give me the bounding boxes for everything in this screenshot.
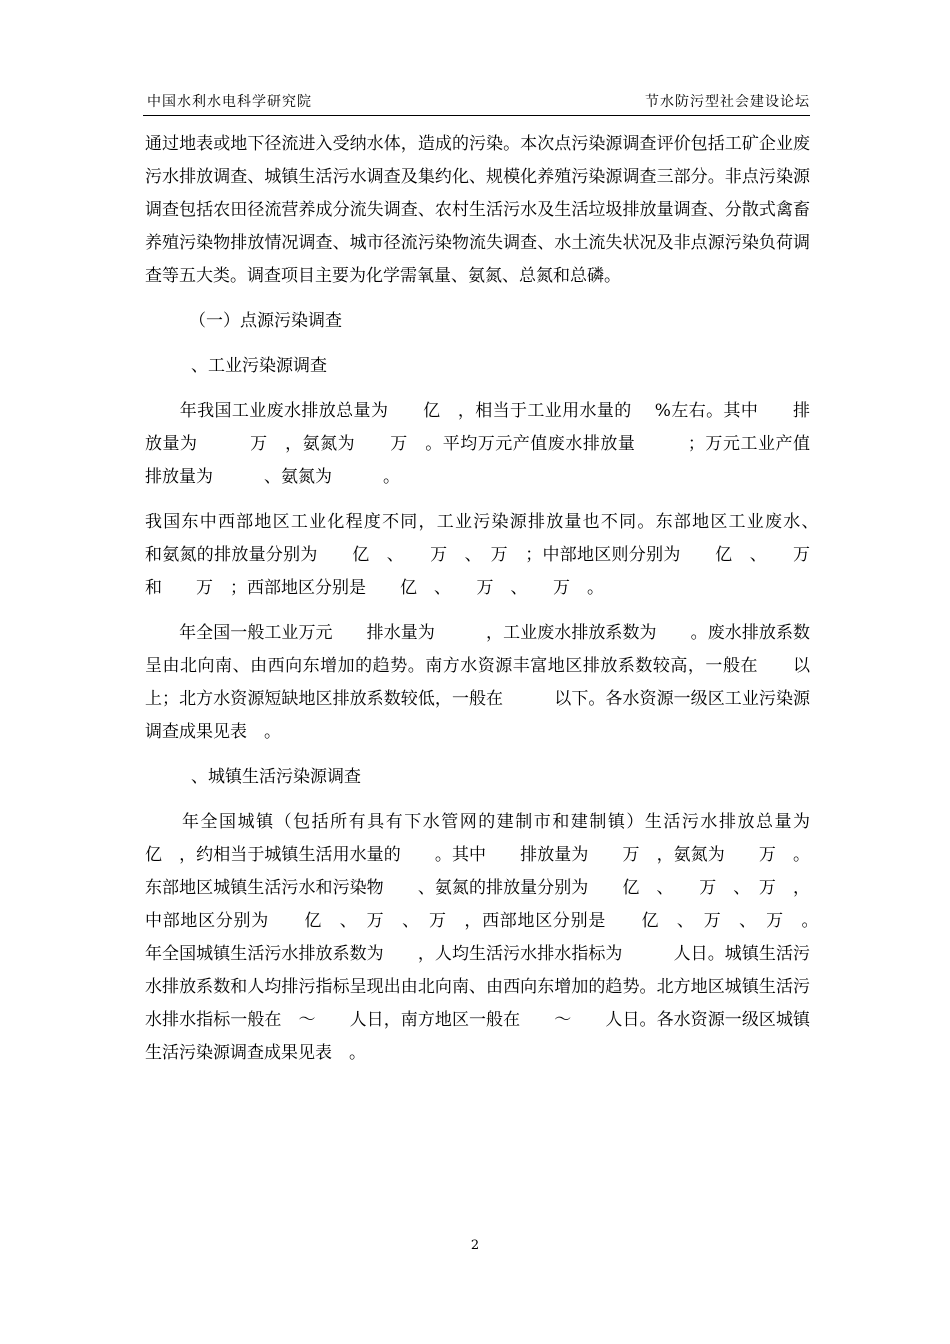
- industrial-paragraph-2: 我国东中西部地区工业化程度不同，工业污染源排放量也不同。东部地区工业废水、 和氨氮的排放量分别为 亿 、 万 、 万 ；中部地区则分别为 亿 、 万 和 万 ；西部地区分别是 亿 、 万 、 万 。: [145, 512, 844, 598]
- header-forum-title: 节水防污型社会建设论坛: [645, 94, 810, 110]
- urban-paragraph-1: 年全国城镇（包括所有具有下水管网的建制市和建制镇）生活污水排放总量为 亿 ，约相当于城镇生活用水量的 。其中 排放量为 万 ，氨氮为 万 。东部地区城镇生活污水和污染物 、氨氮的排放量分别为 亿 、 万 、 万 ，中部地区分别为 亿 、 万 、 万 ，西部地区分别是 亿 、 万 、 万 。 年全国城镇生活污水排放系数为 ，人均生活污水排水指标为 人日。城镇生活污水排放系数和人均排污指标呈现出由北向南、由西向东增加的趋势。北方地区城镇生活污水排水指标一般在 ～ 人日，南方地区一般在 ～ 人日。各水资源一级区城镇生活污染源调查成果见表 。: [145, 812, 844, 1063]
- industrial-paragraph-3: 年全国一般工业万元 排水量为 ，工业废水排放系数为 。废水排放系数呈由北向南、由西向东增加的趋势。南方水资源丰富地区排放系数较高，一般在 以上；北方水资源短缺地区排放系数较低，一般在 以下。各水资源一级区工业污染源调查成果见表 。: [145, 623, 810, 742]
- industrial-paragraph-1: 年我国工业废水排放总量为 亿 ，相当于工业用水量的 %左右。其中 排放量为 万 ，氨氮为 万 。平均万元产值废水排放量 ；万元工业产值 排放量为 、氨氮为 。: [145, 401, 844, 487]
- subsection-heading-industrial: 、工业污染源调查: [191, 356, 327, 376]
- subsection-heading-urban: 、城镇生活污染源调查: [191, 767, 361, 787]
- page-header: [143, 93, 810, 116]
- header-institution: 中国水利水电科学研究院: [147, 94, 312, 110]
- page-number: 2: [470, 1238, 480, 1253]
- document-body: [145, 128, 844, 1070]
- intro-paragraph: 通过地表或地下径流进入受纳水体，造成的污染。本次点污染源调查评价包括工矿企业废污水排放调查、城镇生活污水调查及集约化、规模化养殖污染源调查三部分。非点污染源调查包括农田径流营养成分流失调查、农村生活污水及生活垃圾排放量调查、分散式禽畜养殖污染物排放情况调查、城市径流污染物流失调查、水土流失状况及非点源污染负荷调查等五大类。调查项目主要为化学需氧量、氨氮、总氮和总磷。: [145, 134, 810, 286]
- section-heading-point-source: （一）点源污染调查: [189, 311, 342, 331]
